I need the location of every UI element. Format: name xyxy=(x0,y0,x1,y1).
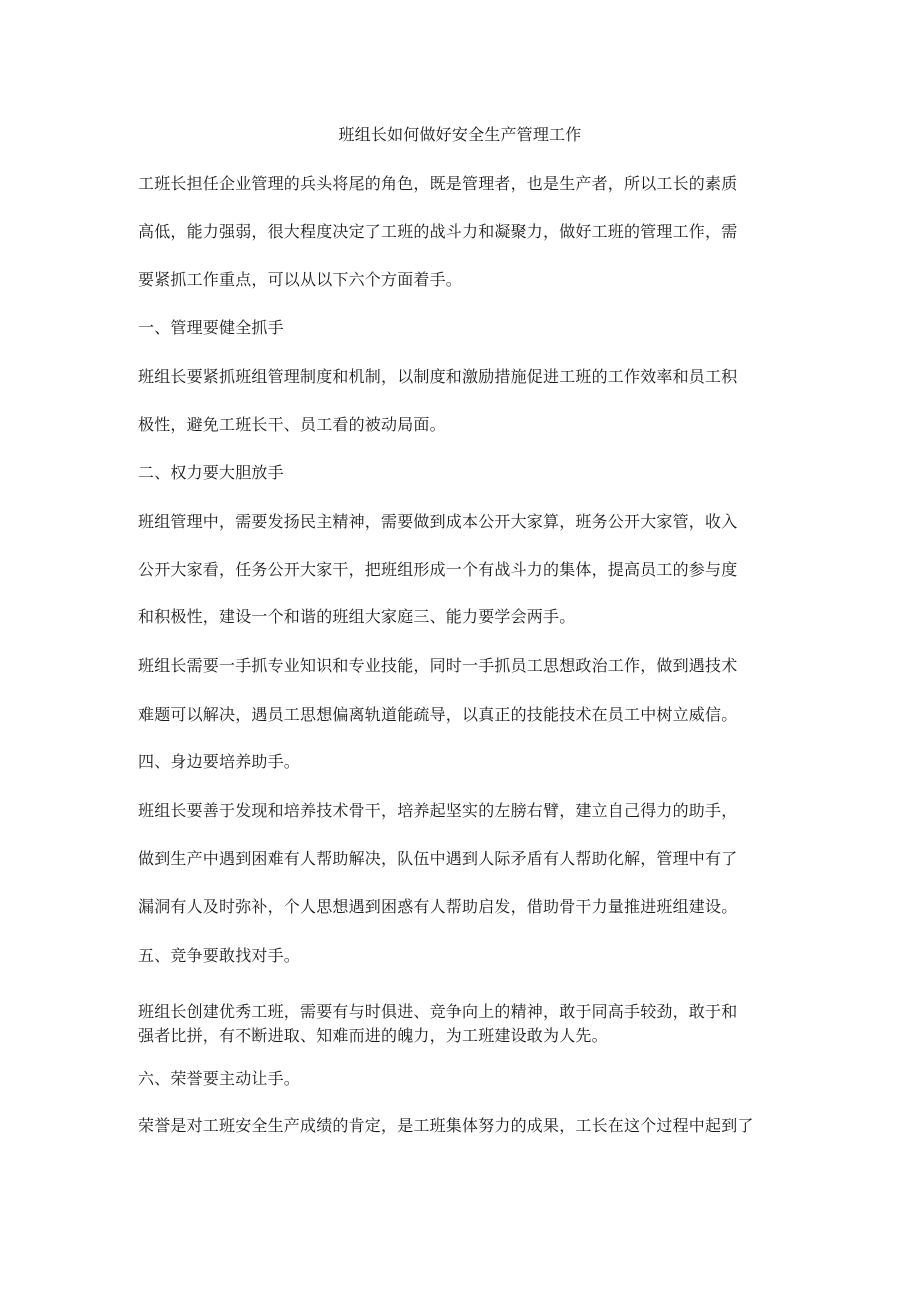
section-heading: 二、权力要大胆放手 xyxy=(138,463,284,482)
section-heading: 四、身边要培养助手。 xyxy=(138,752,301,771)
paragraph-line: 和积极性，建设一个和谐的班组大家庭三、能力要学会两手。 xyxy=(138,607,576,626)
paragraph-line: 高低，能力强弱，很大程度决定了工班的战斗力和凝聚力，做好工班的管理工作，需 xyxy=(138,222,738,241)
section-heading: 六、荣誉要主动让手。 xyxy=(138,1069,301,1088)
paragraph-line: 工班长担任企业管理的兵头将尾的角色，既是管理者，也是生产者，所以工长的素质 xyxy=(138,174,738,193)
paragraph-line: 班组长创建优秀工班，需要有与时俱进、竞争向上的精神，敢于同高手较劲，敢于和 xyxy=(138,1002,738,1021)
paragraph-line: 公开大家看，任务公开大家干，把班组形成一个有战斗力的集体，提高员工的参与度 xyxy=(138,560,738,579)
paragraph-line: 班组长要紧抓班组管理制度和机制，以制度和激励措施促进工班的工作效率和员工积 xyxy=(138,367,738,386)
document-title: 班组长如何做好安全生产管理工作 xyxy=(338,125,582,144)
paragraph-line: 班组长需要一手抓专业知识和专业技能，同时一手抓员工思想政治工作，做到遇技术 xyxy=(138,656,738,675)
section-heading: 一、管理要健全抓手 xyxy=(138,318,284,337)
paragraph-line: 班组长要善于发现和培养技术骨干，培养起坚实的左膀右臂，建立自己得力的助手， xyxy=(138,801,738,820)
paragraph-line: 漏洞有人及时弥补，个人思想遇到困惑有人帮助启发，借助骨干力量推进班组建设。 xyxy=(138,897,738,916)
paragraph-line: 难题可以解决，遇员工思想偏离轨道能疏导，以真正的技能技术在员工中树立威信。 xyxy=(138,705,738,724)
paragraph-line: 荣誉是对工班安全生产成绩的肯定，是工班集体努力的成果，工长在这个过程中起到了 xyxy=(138,1116,754,1135)
paragraph-line: 做到生产中遇到困难有人帮助解决，队伍中遇到人际矛盾有人帮助化解，管理中有了 xyxy=(138,849,738,868)
paragraph-line: 要紧抓工作重点，可以从以下六个方面着手。 xyxy=(138,270,463,289)
paragraph-line: 强者比拼，有不断进取、知难而进的魄力，为工班建设敢为人先。 xyxy=(138,1026,608,1045)
paragraph-line: 极性，避免工班长干、员工看的被动局面。 xyxy=(138,415,446,434)
section-heading: 五、竞争要敢找对手。 xyxy=(138,946,301,965)
paragraph-line: 班组管理中，需要发扬民主精神，需要做到成本公开大家算，班务公开大家管，收入 xyxy=(138,512,738,531)
